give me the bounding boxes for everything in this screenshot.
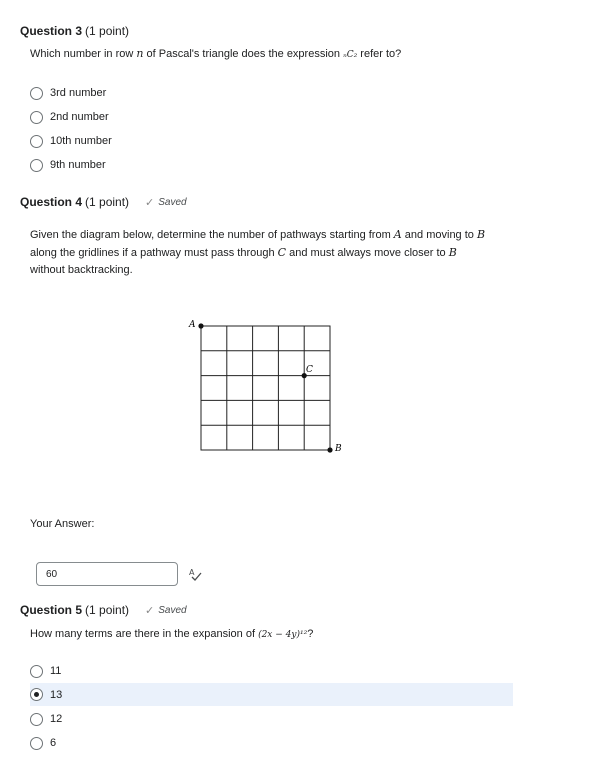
saved-indicator <box>145 604 187 617</box>
saved-label: Saved <box>158 196 187 208</box>
radio-button-selected[interactable] <box>30 688 43 701</box>
prompt-var-c: C <box>277 246 287 259</box>
label-c: C <box>306 365 313 375</box>
prompt-text: Which number in row <box>30 48 137 60</box>
q5-option-3[interactable] <box>30 708 62 730</box>
checkmark-icon: ✓ <box>145 604 155 617</box>
grid-lines <box>201 326 330 450</box>
grid-diagram <box>180 310 350 460</box>
q3-option-4[interactable] <box>30 154 106 176</box>
question-4-title: Question 4 <box>20 195 83 209</box>
radio-button[interactable] <box>30 111 43 124</box>
q5-option-2-selected[interactable] <box>30 683 513 706</box>
prompt-var-b: B <box>448 246 457 259</box>
prompt-text: and must always move closer to <box>286 247 449 259</box>
option-label: 3rd number <box>50 87 107 99</box>
label-a: A <box>189 320 196 330</box>
prompt-expression: ₙC₂ <box>343 50 358 60</box>
option-label: 10th number <box>50 135 112 147</box>
point-b-dot <box>327 447 332 452</box>
option-label: 11 <box>50 665 62 677</box>
prompt-var-b: B <box>476 228 486 241</box>
question-4-prompt <box>30 226 530 279</box>
question-3-title: Question 3 <box>20 24 83 38</box>
prompt-line-3: without backtracking. <box>30 264 133 276</box>
option-label: 6 <box>50 737 57 749</box>
spellcheck-icon[interactable] <box>188 567 202 584</box>
svg-text:A: A <box>189 568 195 577</box>
prompt-text: Given the diagram below, determine the number of pathways starting from <box>30 229 394 241</box>
question-3-points: (1 point) <box>85 24 130 38</box>
option-label: 13 <box>50 688 63 701</box>
prompt-text: and moving to <box>401 229 477 241</box>
question-5-prompt <box>30 626 313 644</box>
answer-value: 60 <box>46 568 58 580</box>
radio-button[interactable] <box>30 665 43 678</box>
saved-label: Saved <box>158 604 187 616</box>
spellcheck-glyph <box>188 567 202 581</box>
prompt-var-a: A <box>393 228 402 241</box>
option-label: 12 <box>50 713 63 725</box>
prompt-text: How many terms are there in the expansion of <box>30 628 259 640</box>
grid-border <box>201 326 330 450</box>
prompt-text: ? <box>307 628 314 640</box>
prompt-expression: (2x − 4y)¹² <box>258 630 308 640</box>
radio-button[interactable] <box>30 713 43 726</box>
option-label: 9th number <box>50 159 106 171</box>
q3-option-1[interactable] <box>30 82 106 104</box>
q3-option-2[interactable] <box>30 106 109 128</box>
prompt-line-2 <box>30 244 530 262</box>
prompt-var-n: n <box>136 47 144 60</box>
question-4-points: (1 point) <box>85 195 130 209</box>
prompt-text: refer to? <box>357 48 402 60</box>
your-answer-label: Your Answer: <box>30 518 95 530</box>
question-3-prompt <box>30 45 401 64</box>
label-b: B <box>335 444 342 454</box>
radio-button[interactable] <box>30 87 43 100</box>
q5-option-1[interactable] <box>30 660 61 682</box>
radio-button[interactable] <box>30 135 43 148</box>
q5-option-4[interactable] <box>30 732 56 754</box>
checkmark-icon: ✓ <box>145 196 155 209</box>
prompt-line-1 <box>30 226 530 244</box>
answer-input[interactable] <box>36 562 178 586</box>
prompt-text: of Pascal's triangle does the expression <box>143 48 344 60</box>
prompt-text: along the gridlines if a pathway must pass through <box>30 247 278 259</box>
saved-indicator <box>145 196 187 209</box>
point-a-dot <box>198 323 203 328</box>
question-5-header <box>20 603 187 617</box>
option-label: 2nd number <box>50 111 109 123</box>
q3-option-3[interactable] <box>30 130 112 152</box>
question-5-title: Question 5 <box>20 603 83 617</box>
radio-button[interactable] <box>30 159 43 172</box>
question-5-points: (1 point) <box>85 603 130 617</box>
question-4-header <box>20 195 187 209</box>
question-3-header <box>20 24 129 38</box>
radio-button[interactable] <box>30 737 43 750</box>
